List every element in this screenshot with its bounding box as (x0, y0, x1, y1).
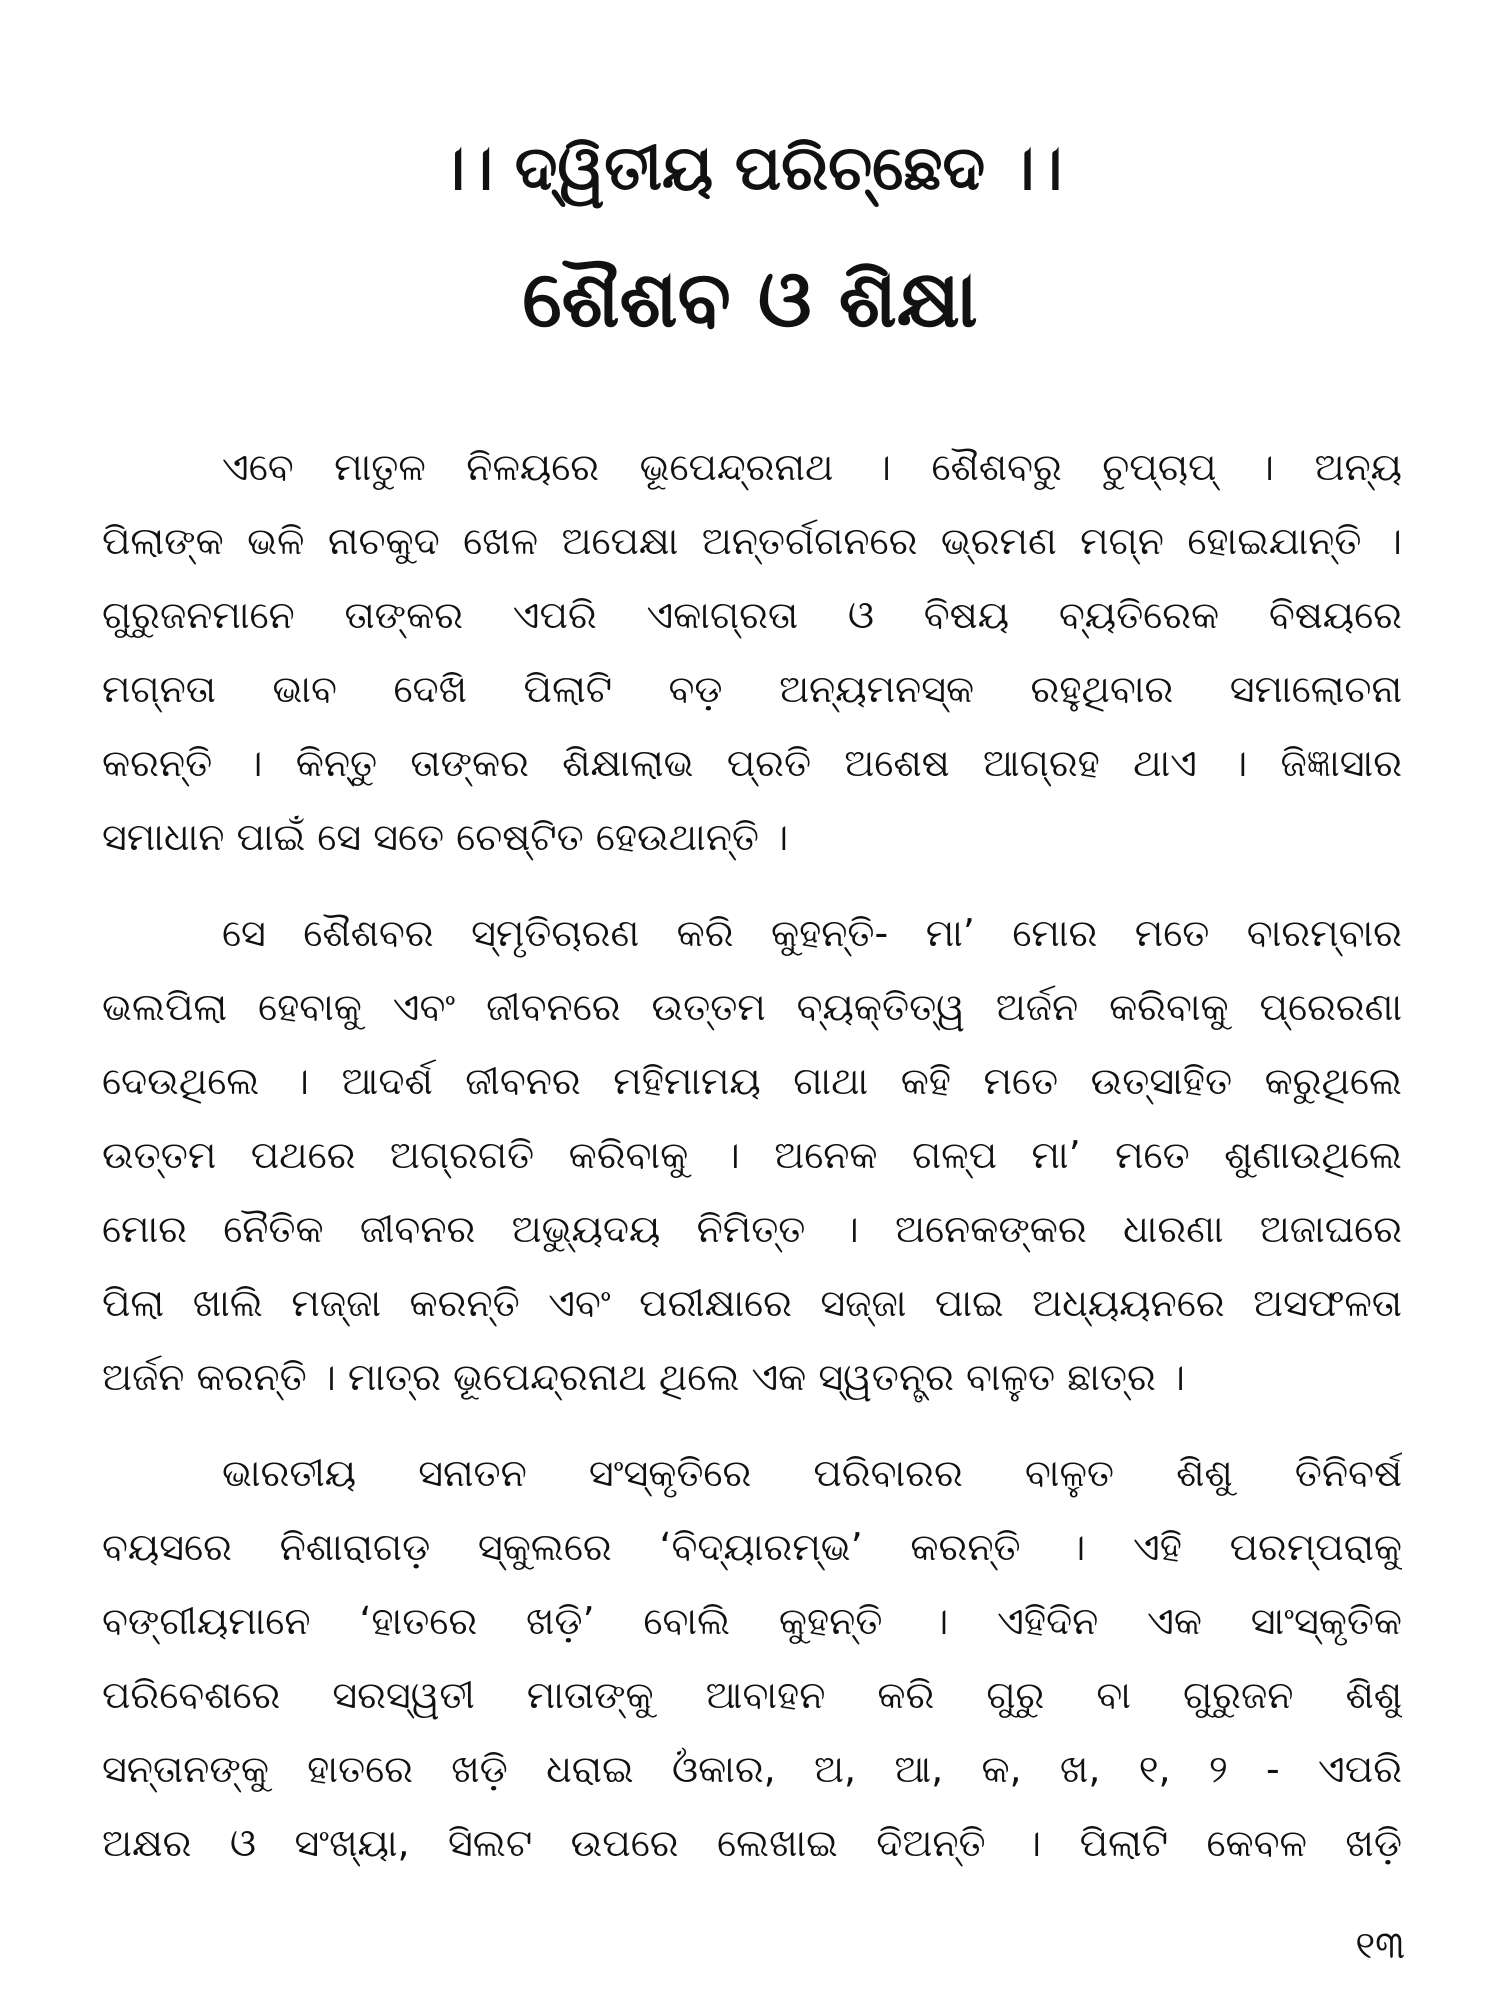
text-line: ମଗ୍ନତା ଭାବ ଦେଖି ପିଲାଟି ବଡ଼ ଅନ୍ୟମନସ୍କ ରହୁଥିବାର ସମାଲୋଚନା (102, 667, 1402, 711)
text-line: ମୋର ନୈତିକ ଜୀବନର ଅଭ୍ୟୁଦୟ ନିମିତ୍ତ । ଅନେକଙ୍କର ଧାରଣା ଅଜାଘରେ (102, 1207, 1402, 1251)
paragraph-gap (102, 1414, 1402, 1436)
page-number: ୧୩ (1355, 1923, 1405, 1967)
paragraph (102, 430, 1402, 874)
paragraph (102, 1436, 1402, 1880)
text-line: ବଙ୍ଗୀୟମାନେ ‘ହାତରେ ଖଡ଼ି’ ବୋଲି କୁହନ୍ତି । ଏହିଦିନ ଏକ ସାଂସ୍କୃତିକ (102, 1599, 1402, 1643)
text-line: ଉତ୍ତମ ପଥରେ ଅଗ୍ରଗତି କରିବାକୁ । ଅନେକ ଗଳ୍ପ ମା’ ମତେ ଶୁଣାଉଥିଲେ (102, 1133, 1402, 1177)
text-line: ଭଲପିଲା ହେବାକୁ ଏବଂ ଜୀବନରେ ଉତ୍ତମ ବ୍ୟକ୍ତିତ୍ୱ ଅର୍ଜନ କରିବାକୁ ପ୍ରେରଣା (102, 985, 1402, 1029)
text-line: ଦେଉଥିଲେ । ଆଦର୍ଶ ଜୀବନର ମହିମାମୟ ଗାଥା କହି ମତେ ଉତ୍ସାହିତ କରୁଥିଲେ (102, 1059, 1402, 1103)
text-line: ସନ୍ତାନଙ୍କୁ ହାତରେ ଖଡ଼ି ଧରାଇ ଓଁକାର, ଅ, ଆ, କ, ଖ, ୧, ୨ - ଏପରି (102, 1747, 1402, 1791)
body-text (102, 430, 1402, 1880)
text-line: ଅର୍ଜନ କରନ୍ତି । ମାତ୍ର ଭୂପେନ୍ଦ୍ରନାଥ ଥିଲେ ଏକ ସ୍ୱତନ୍ତ୍ର ବାଳୁତ ଛାତ୍ର । (102, 1355, 1185, 1399)
chapter-title: ଶୈଶବ ଓ ଶିକ୍ଷା (522, 255, 978, 345)
text-line: ଗୁରୁଜନମାନେ ତାଙ୍କର ଏପରି ଏକାଗ୍ରତା ଓ ବିଷୟ ବ୍ୟତିରେକ ବିଷୟରେ (102, 593, 1402, 637)
text-line: କରନ୍ତି । କିନ୍ତୁ ତାଙ୍କର ଶିକ୍ଷାଲାଭ ପ୍ରତି ଅଶେଷ ଆଗ୍ରହ ଥାଏ । ଜିଜ୍ଞାସାର (102, 741, 1402, 785)
text-line: ଏବେ ମାତୁଳ ନିଳୟରେ ଭୂପେନ୍ଦ୍ରନାଥ । ଶୈଶବରୁ ଚୁପ୍‌ଚାପ୍ । ଅନ୍ୟ (222, 445, 1402, 489)
paragraph-gap (102, 874, 1402, 896)
text-line: ପରିବେଶରେ ସରସ୍ୱତୀ ମାତାଙ୍କୁ ଆବାହନ କରି ଗୁରୁ ବା ଗୁରୁଜନ ଶିଶୁ (102, 1673, 1402, 1717)
text-line: ବୟସରେ ନିଶାରାଗଡ଼ ସ୍କୁଲରେ ‘ବିଦ୍ୟାରମ୍ଭ’ କରନ୍ତି । ଏହି ପରମ୍ପରାକୁ (102, 1525, 1402, 1569)
text-line: ସମାଧାନ ପାଇଁ ସେ ସତେ ଚେଷ୍ଟିତ ହେଉଥାନ୍ତି । (102, 815, 789, 859)
text-line: ସେ ଶୈଶବର ସ୍ମୃତିଚାରଣ କରି କୁହନ୍ତି- ମା’ ମୋର ମତେ ବାରମ୍ବାର (222, 911, 1402, 955)
text-line: ଭାରତୀୟ ସନାତନ ସଂସ୍କୃତିରେ ପରିବାରର ବାଳୁତ ଶିଶୁ ତିନିବର୍ଷ (222, 1451, 1402, 1495)
paragraph (102, 896, 1402, 1414)
chapter-label: ।। ଦ୍ୱିତୀୟ ପରିଚ୍ଛେଦ ।। (437, 131, 1063, 204)
text-line: ପିଲା ଖାଲି ମଜ୍ଜା କରନ୍ତି ଏବଂ ପରୀକ୍ଷାରେ ସଜ୍ଜା ପାଇ ଅଧ୍ୟୟନରେ ଅସଫଳତା (102, 1281, 1402, 1325)
text-line: ପିଲାଙ୍କ ଭଳି ନାଚକୁଦ ଖେଳ ଅପେକ୍ଷା ଅନ୍ତର୍ଗଗନରେ ଭ୍ରମଣ ମଗ୍ନ ହୋଇଯାନ୍ତି । (102, 519, 1402, 563)
text-line: ଅକ୍ଷର ଓ ସଂଖ୍ୟା, ସିଲଟ ଉପରେ ଲେଖାଇ ଦିଅନ୍ତି । ପିଲାଟି କେବଳ ଖଡ଼ି (102, 1821, 1402, 1865)
